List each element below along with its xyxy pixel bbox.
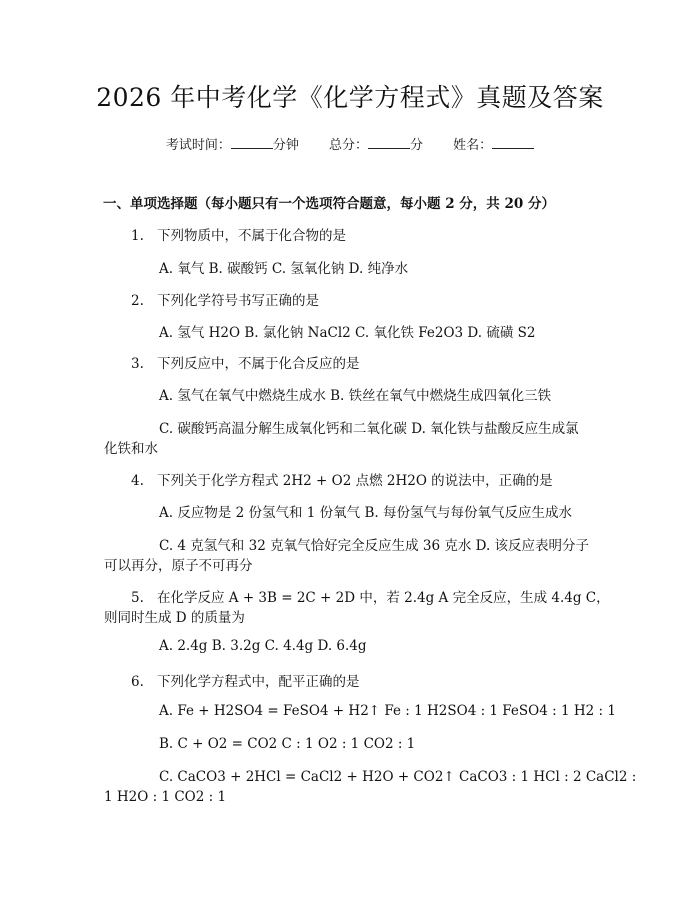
question-2 <box>131 289 319 309</box>
score-blank <box>368 136 410 149</box>
question-3-options-c: C. 碳酸钙高温分解生成氧化钙和二氧化碳 D. 氧化铁与盐酸反应生成氯 <box>159 421 579 437</box>
time-label: 考试时间： <box>165 138 231 153</box>
question-4-options-a: A. 反应物是 2 份氢气和 1 份氧气 B. 每份氢气与每份氧气反应生成水 <box>159 505 572 521</box>
question-stem: 下列化学符号书写正确的是 <box>157 293 319 309</box>
question-3-options-c-cont: 化铁和水 <box>104 441 158 457</box>
question-6 <box>131 670 360 690</box>
time-unit: 分钟 <box>272 138 299 153</box>
question-3 <box>131 352 360 372</box>
question-number: 4. <box>131 473 144 489</box>
question-4 <box>131 469 553 489</box>
name-label: 姓名： <box>453 138 493 153</box>
question-6-option-a: A. Fe + H2SO4 = FeSO4 + H2↑ Fe : 1 H2SO4 : 1 FeSO4 : 1 H2 : 1 <box>159 703 616 719</box>
section-heading: 一、单项选择题（每小题只有一个选项符合题意，每小题 2 分，共 20 分） <box>103 196 555 212</box>
exam-meta <box>0 134 700 153</box>
question-2-options: A. 氢气 H2O B. 氯化钠 NaCl2 C. 氧化铁 Fe2O3 D. 硫磺 S2 <box>159 325 536 341</box>
question-5-stem-cont: 则同时生成 D 的质量为 <box>104 610 245 626</box>
question-number: 1. <box>131 228 144 244</box>
score-field <box>329 134 423 153</box>
name-blank <box>492 136 534 149</box>
score-label: 总分： <box>328 138 368 153</box>
question-number: 6. <box>131 674 144 690</box>
question-5 <box>131 586 610 606</box>
question-stem: 下列物质中，不属于化合物的是 <box>157 228 346 244</box>
question-stem: 下列反应中，不属于化合反应的是 <box>157 356 360 372</box>
question-5-options: A. 2.4g B. 3.2g C. 4.4g D. 6.4g <box>159 638 367 654</box>
question-4-options-c: C. 4 克氢气和 32 克氧气恰好完全反应生成 36 克水 D. 该反应表明分子 <box>159 538 590 554</box>
time-blank <box>231 136 273 149</box>
question-number: 5. <box>131 590 144 606</box>
question-number: 3. <box>131 356 144 372</box>
question-6-option-b: B. C + O2 = CO2 C : 1 O2 : 1 CO2 : 1 <box>159 736 416 752</box>
question-6-option-c-cont: 1 H2O : 1 CO2 : 1 <box>104 789 227 805</box>
question-6-option-c: C. CaCO3 + 2HCl = CaCl2 + H2O + CO2↑ CaCO3 : 1 HCl : 2 CaCl2 : <box>159 769 637 785</box>
question-1 <box>131 224 346 244</box>
question-3-options-a: A. 氢气在氧气中燃烧生成水 B. 铁丝在氧气中燃烧生成四氧化三铁 <box>159 388 552 404</box>
score-unit: 分 <box>410 138 424 153</box>
question-stem: 下列化学方程式中，配平正确的是 <box>157 674 360 690</box>
time-field <box>166 134 299 153</box>
page-title: 2026 年中考化学《化学方程式》真题及答案 <box>96 83 604 112</box>
question-1-options: A. 氧气 B. 碳酸钙 C. 氢氧化钠 D. 纯净水 <box>159 261 409 277</box>
question-stem: 下列关于化学方程式 2H2 + O2 点燃 2H2O 的说法中，正确的是 <box>157 473 553 489</box>
question-4-options-c-cont: 可以再分，原子不可再分 <box>104 558 253 574</box>
question-stem: 在化学反应 A + 3B = 2C + 2D 中，若 2.4g A 完全反应，生成 4.4g C， <box>157 590 610 606</box>
name-field <box>453 134 534 153</box>
question-number: 2. <box>131 293 144 309</box>
